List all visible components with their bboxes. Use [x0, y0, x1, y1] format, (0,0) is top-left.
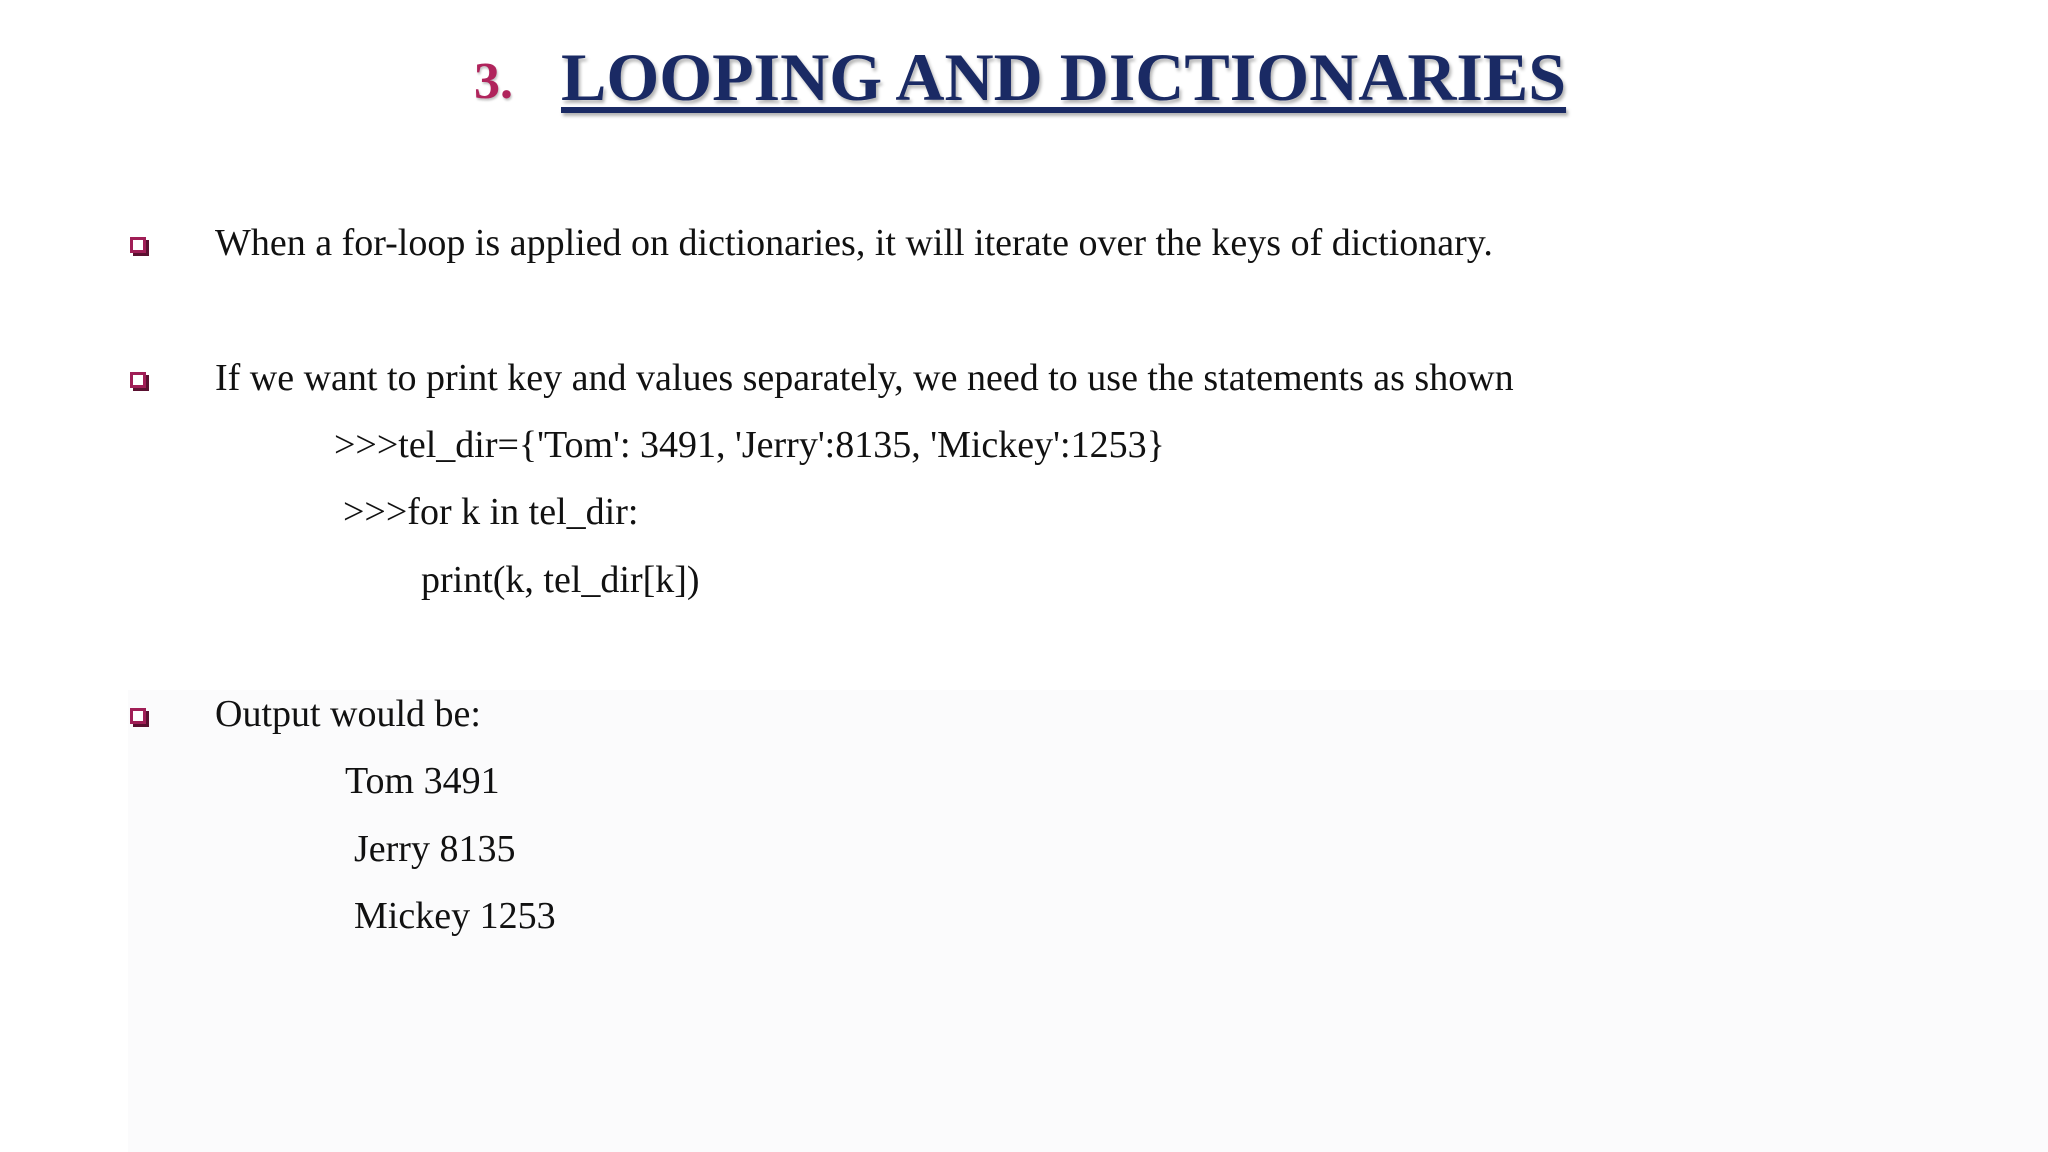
output-line-1: Tom 3491 — [345, 760, 500, 802]
code-line-2: >>>for k in tel_dir: — [343, 491, 639, 533]
output-line-2: Jerry 8135 — [354, 828, 516, 870]
bullet-square-icon — [130, 708, 146, 724]
bullet-text-2: If we want to print key and values separately, we need to use the statements as shown — [215, 357, 1514, 399]
code-line-1: >>>tel_dir={'Tom': 3491, 'Jerry':8135, 'Mickey':1253} — [334, 424, 1165, 466]
title-text: LOOPING AND DICTIONARIES — [561, 39, 1567, 115]
code-line-3: print(k, tel_dir[k]) — [421, 559, 700, 601]
bullet-text-1: When a for-loop is applied on dictionaries, it will iterate over the keys of dictionary. — [215, 222, 1493, 264]
bullet-text-3: Output would be: — [215, 693, 481, 735]
slide-title — [0, 34, 2048, 134]
title-number: 3. — [474, 53, 513, 110]
bullet-square-icon — [130, 372, 146, 388]
bullet-square-icon — [130, 237, 146, 253]
output-line-3: Mickey 1253 — [354, 895, 556, 937]
